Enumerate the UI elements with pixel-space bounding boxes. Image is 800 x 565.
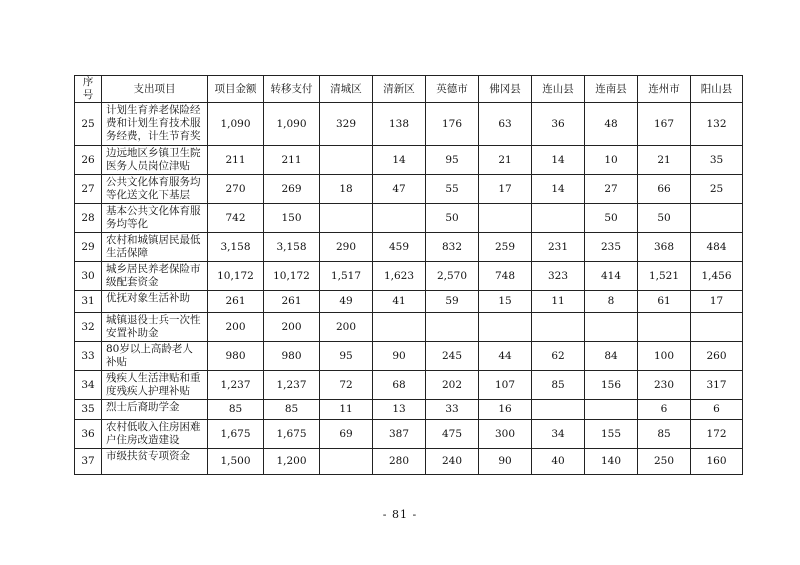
district-cell: 475 xyxy=(426,420,479,449)
transfer-cell: 85 xyxy=(264,400,320,420)
item-text: 农村低收入住房困难户住房改造建设 xyxy=(106,421,201,446)
item-text: 市级扶贫专项资金 xyxy=(106,450,190,462)
district-cell: 63 xyxy=(479,103,532,146)
district-cell: 21 xyxy=(638,146,691,175)
district-cell: 132 xyxy=(691,103,743,146)
district-cell: 85 xyxy=(638,420,691,449)
column-header: 支出项目 xyxy=(102,76,208,103)
column-header: 英德市 xyxy=(426,76,479,103)
amount-cell: 270 xyxy=(208,175,264,204)
district-cell xyxy=(532,400,585,420)
district-cell: 231 xyxy=(532,233,585,262)
table-row xyxy=(75,291,743,313)
district-cell: 1,456 xyxy=(691,262,743,291)
district-cell: 14 xyxy=(373,146,426,175)
district-cell: 14 xyxy=(532,175,585,204)
item-text: 80岁以上高龄老人补贴 xyxy=(106,343,193,368)
district-cell xyxy=(320,204,373,233)
district-cell: 33 xyxy=(426,400,479,420)
district-cell: 85 xyxy=(532,371,585,400)
transfer-cell: 1,090 xyxy=(264,103,320,146)
column-header: 连南县 xyxy=(585,76,638,103)
row-number-cell: 36 xyxy=(75,420,102,449)
district-cell: 48 xyxy=(585,103,638,146)
item-text: 残疾人生活津贴和重度残疾人护理补贴 xyxy=(106,372,201,397)
district-cell: 2,570 xyxy=(426,262,479,291)
district-cell: 107 xyxy=(479,371,532,400)
amount-cell: 1,237 xyxy=(208,371,264,400)
district-cell xyxy=(585,400,638,420)
district-cell: 6 xyxy=(638,400,691,420)
district-cell: 317 xyxy=(691,371,743,400)
amount-cell: 200 xyxy=(208,313,264,342)
district-cell: 44 xyxy=(479,342,532,371)
district-cell: 11 xyxy=(320,400,373,420)
column-header: 清新区 xyxy=(373,76,426,103)
district-cell: 100 xyxy=(638,342,691,371)
amount-cell: 980 xyxy=(208,342,264,371)
table-row xyxy=(75,103,743,146)
district-cell xyxy=(532,204,585,233)
district-cell: 280 xyxy=(373,449,426,475)
district-cell: 245 xyxy=(426,342,479,371)
row-number-cell: 35 xyxy=(75,400,102,420)
item-cell xyxy=(102,400,208,420)
amount-cell: 1,090 xyxy=(208,103,264,146)
district-cell: 1,623 xyxy=(373,262,426,291)
transfer-cell: 1,200 xyxy=(264,449,320,475)
district-cell xyxy=(532,313,585,342)
header-row xyxy=(75,76,743,103)
district-cell: 50 xyxy=(638,204,691,233)
district-cell: 138 xyxy=(373,103,426,146)
table-row xyxy=(75,233,743,262)
district-cell: 27 xyxy=(585,175,638,204)
district-cell: 13 xyxy=(373,400,426,420)
amount-cell: 261 xyxy=(208,291,264,313)
district-cell: 387 xyxy=(373,420,426,449)
amount-cell: 742 xyxy=(208,204,264,233)
district-cell: 61 xyxy=(638,291,691,313)
district-cell: 235 xyxy=(585,233,638,262)
district-cell: 66 xyxy=(638,175,691,204)
item-cell xyxy=(102,233,208,262)
district-cell: 230 xyxy=(638,371,691,400)
district-cell: 172 xyxy=(691,420,743,449)
district-cell: 47 xyxy=(373,175,426,204)
table-header xyxy=(75,76,743,103)
row-number-cell: 25 xyxy=(75,103,102,146)
item-text: 公共文化体育服务均等化送文化下基层 xyxy=(106,176,201,201)
item-cell xyxy=(102,342,208,371)
item-cell xyxy=(102,420,208,449)
transfer-cell: 150 xyxy=(264,204,320,233)
amount-cell: 85 xyxy=(208,400,264,420)
district-cell: 259 xyxy=(479,233,532,262)
table-row xyxy=(75,262,743,291)
district-cell: 50 xyxy=(426,204,479,233)
district-cell: 1,517 xyxy=(320,262,373,291)
table-body xyxy=(75,103,743,475)
amount-cell: 10,172 xyxy=(208,262,264,291)
transfer-cell: 1,237 xyxy=(264,371,320,400)
district-cell: 17 xyxy=(691,291,743,313)
district-cell: 748 xyxy=(479,262,532,291)
column-header: 转移支付 xyxy=(264,76,320,103)
table-row xyxy=(75,400,743,420)
district-cell: 300 xyxy=(479,420,532,449)
district-cell: 41 xyxy=(373,291,426,313)
item-cell xyxy=(102,291,208,313)
district-cell: 15 xyxy=(479,291,532,313)
column-header: 阳山县 xyxy=(691,76,743,103)
transfer-cell: 211 xyxy=(264,146,320,175)
district-cell: 368 xyxy=(638,233,691,262)
district-cell: 69 xyxy=(320,420,373,449)
district-cell: 832 xyxy=(426,233,479,262)
district-cell xyxy=(320,146,373,175)
page-number: - 81 - xyxy=(382,508,418,521)
district-cell xyxy=(585,313,638,342)
item-text: 边远地区乡镇卫生院医务人员岗位津贴 xyxy=(106,147,201,172)
item-text: 烈士后裔助学金 xyxy=(106,401,180,413)
district-cell: 34 xyxy=(532,420,585,449)
district-cell: 156 xyxy=(585,371,638,400)
district-cell: 40 xyxy=(532,449,585,475)
district-cell: 55 xyxy=(426,175,479,204)
district-cell: 59 xyxy=(426,291,479,313)
item-cell xyxy=(102,449,208,475)
district-cell: 484 xyxy=(691,233,743,262)
district-cell: 200 xyxy=(320,313,373,342)
district-cell xyxy=(638,313,691,342)
district-cell: 25 xyxy=(691,175,743,204)
district-cell: 1,521 xyxy=(638,262,691,291)
district-cell: 290 xyxy=(320,233,373,262)
district-cell: 72 xyxy=(320,371,373,400)
column-header: 序号 xyxy=(75,76,102,103)
district-cell: 10 xyxy=(585,146,638,175)
item-text: 农村和城镇居民最低生活保障 xyxy=(106,234,201,259)
row-number-cell: 28 xyxy=(75,204,102,233)
district-cell: 240 xyxy=(426,449,479,475)
district-cell: 62 xyxy=(532,342,585,371)
column-header: 连州市 xyxy=(638,76,691,103)
district-cell: 35 xyxy=(691,146,743,175)
district-cell: 36 xyxy=(532,103,585,146)
table-row xyxy=(75,313,743,342)
district-cell xyxy=(691,204,743,233)
district-cell: 260 xyxy=(691,342,743,371)
district-cell: 167 xyxy=(638,103,691,146)
district-cell xyxy=(691,313,743,342)
item-cell xyxy=(102,262,208,291)
transfer-cell: 200 xyxy=(264,313,320,342)
amount-cell: 1,675 xyxy=(208,420,264,449)
item-cell xyxy=(102,313,208,342)
district-cell: 250 xyxy=(638,449,691,475)
district-cell: 155 xyxy=(585,420,638,449)
item-text: 优抚对象生活补助 xyxy=(106,292,190,304)
district-cell: 21 xyxy=(479,146,532,175)
transfer-cell: 1,675 xyxy=(264,420,320,449)
amount-cell: 1,500 xyxy=(208,449,264,475)
table-row xyxy=(75,342,743,371)
district-cell: 90 xyxy=(373,342,426,371)
district-cell: 95 xyxy=(320,342,373,371)
item-cell xyxy=(102,175,208,204)
row-number-cell: 26 xyxy=(75,146,102,175)
district-cell: 90 xyxy=(479,449,532,475)
item-cell xyxy=(102,204,208,233)
row-number-cell: 37 xyxy=(75,449,102,475)
district-cell: 6 xyxy=(691,400,743,420)
transfer-cell: 3,158 xyxy=(264,233,320,262)
table-row xyxy=(75,420,743,449)
district-cell xyxy=(426,313,479,342)
district-cell: 49 xyxy=(320,291,373,313)
table-row xyxy=(75,146,743,175)
district-cell: 68 xyxy=(373,371,426,400)
row-number-cell: 30 xyxy=(75,262,102,291)
row-number-cell: 33 xyxy=(75,342,102,371)
row-number-cell: 27 xyxy=(75,175,102,204)
table-row xyxy=(75,371,743,400)
district-cell xyxy=(320,449,373,475)
column-header: 佛冈县 xyxy=(479,76,532,103)
district-cell: 16 xyxy=(479,400,532,420)
transfer-cell: 10,172 xyxy=(264,262,320,291)
district-cell xyxy=(479,313,532,342)
district-cell: 95 xyxy=(426,146,479,175)
district-cell: 17 xyxy=(479,175,532,204)
row-number-cell: 31 xyxy=(75,291,102,313)
district-cell: 18 xyxy=(320,175,373,204)
item-text: 基本公共文化体育服务均等化 xyxy=(106,205,201,230)
table-row xyxy=(75,204,743,233)
table-row xyxy=(75,449,743,475)
budget-table xyxy=(74,75,743,475)
district-cell: 11 xyxy=(532,291,585,313)
district-cell: 8 xyxy=(585,291,638,313)
transfer-cell: 261 xyxy=(264,291,320,313)
district-cell: 160 xyxy=(691,449,743,475)
transfer-cell: 269 xyxy=(264,175,320,204)
transfer-cell: 980 xyxy=(264,342,320,371)
item-text: 计划生育养老保险经费和计划生育技术服务经费，计生节育奖 xyxy=(106,104,201,142)
district-cell: 329 xyxy=(320,103,373,146)
row-number-cell: 34 xyxy=(75,371,102,400)
column-header: 清城区 xyxy=(320,76,373,103)
district-cell: 140 xyxy=(585,449,638,475)
district-cell xyxy=(373,204,426,233)
district-cell xyxy=(479,204,532,233)
item-cell xyxy=(102,146,208,175)
amount-cell: 3,158 xyxy=(208,233,264,262)
district-cell: 50 xyxy=(585,204,638,233)
district-cell: 323 xyxy=(532,262,585,291)
column-header: 项目金额 xyxy=(208,76,264,103)
item-text: 城乡居民养老保险市级配套资金 xyxy=(106,263,201,288)
district-cell: 84 xyxy=(585,342,638,371)
amount-cell: 211 xyxy=(208,146,264,175)
district-cell: 459 xyxy=(373,233,426,262)
district-cell: 14 xyxy=(532,146,585,175)
column-header: 连山县 xyxy=(532,76,585,103)
table-row xyxy=(75,175,743,204)
district-cell xyxy=(373,313,426,342)
district-cell: 176 xyxy=(426,103,479,146)
row-number-cell: 29 xyxy=(75,233,102,262)
row-number-cell: 32 xyxy=(75,313,102,342)
district-cell: 202 xyxy=(426,371,479,400)
district-cell: 414 xyxy=(585,262,638,291)
item-text: 城镇退役士兵一次性安置补助金 xyxy=(106,314,201,339)
item-cell xyxy=(102,103,208,146)
item-cell xyxy=(102,371,208,400)
